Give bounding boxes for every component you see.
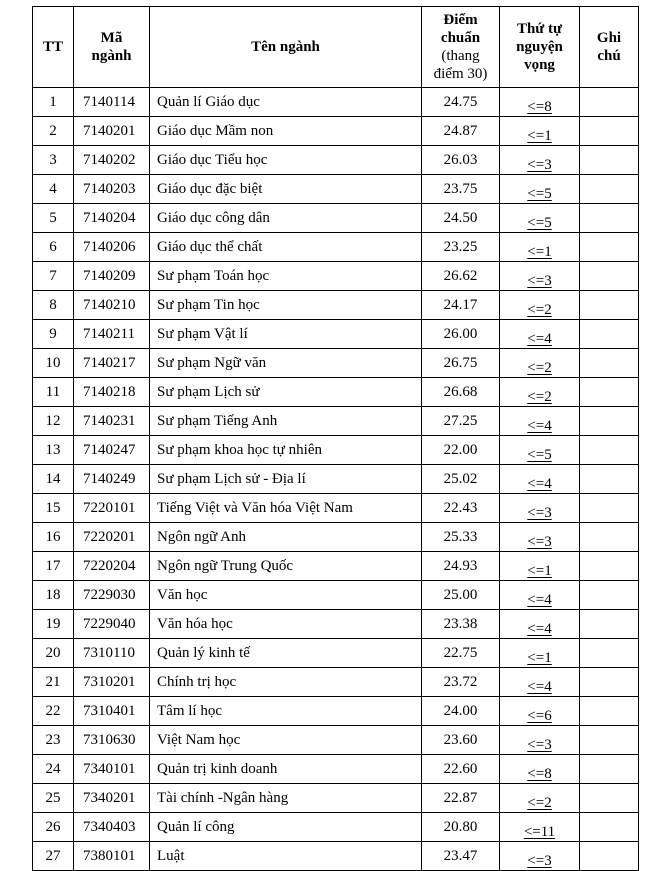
row-thu-tu-nguyen-vong: <=4 — [500, 407, 580, 436]
table-row — [33, 117, 639, 146]
row-ten-nganh: Giáo dục thể chất — [150, 233, 422, 262]
row-ma-nganh: 7340101 — [74, 755, 150, 784]
row-diem-chuan: 26.75 — [422, 349, 500, 378]
row-thu-tu-nguyen-vong: <=5 — [500, 204, 580, 233]
row-diem-chuan: 24.75 — [422, 88, 500, 117]
row-ma-nganh: 7140206 — [74, 233, 150, 262]
row-ten-nganh: Ngôn ngữ Trung Quốc — [150, 552, 422, 581]
row-ten-nganh: Quản lí công — [150, 813, 422, 842]
row-diem-chuan: 27.25 — [422, 407, 500, 436]
table-row — [33, 697, 639, 726]
row-ghi-chu — [580, 552, 639, 581]
table-row — [33, 88, 639, 117]
row-diem-chuan: 22.00 — [422, 436, 500, 465]
row-ten-nganh: Sư phạm Tin học — [150, 291, 422, 320]
row-diem-chuan: 26.62 — [422, 262, 500, 291]
row-diem-chuan: 23.72 — [422, 668, 500, 697]
row-tt: 12 — [33, 407, 74, 436]
table-row — [33, 523, 639, 552]
row-tt: 26 — [33, 813, 74, 842]
row-thu-tu-nguyen-vong: <=3 — [500, 842, 580, 871]
row-ten-nganh: Sư phạm Vật lí — [150, 320, 422, 349]
row-ten-nganh: Quản trị kinh doanh — [150, 755, 422, 784]
row-tt: 5 — [33, 204, 74, 233]
row-ghi-chu — [580, 233, 639, 262]
row-ma-nganh: 7310630 — [74, 726, 150, 755]
table-row — [33, 291, 639, 320]
row-ten-nganh: Giáo dục Mầm non — [150, 117, 422, 146]
row-diem-chuan: 23.47 — [422, 842, 500, 871]
row-ma-nganh: 7140218 — [74, 378, 150, 407]
row-ghi-chu — [580, 175, 639, 204]
header-ma-nganh: Mã ngành — [74, 7, 150, 88]
row-diem-chuan: 22.43 — [422, 494, 500, 523]
row-diem-chuan: 24.00 — [422, 697, 500, 726]
row-ma-nganh: 7220204 — [74, 552, 150, 581]
row-ghi-chu — [580, 523, 639, 552]
header-row — [33, 7, 639, 88]
table-row — [33, 726, 639, 755]
table-row — [33, 494, 639, 523]
row-tt: 15 — [33, 494, 74, 523]
row-ma-nganh: 7380101 — [74, 842, 150, 871]
row-diem-chuan: 22.60 — [422, 755, 500, 784]
table-row — [33, 465, 639, 494]
row-ten-nganh: Tiếng Việt và Văn hóa Việt Nam — [150, 494, 422, 523]
row-ma-nganh: 7140217 — [74, 349, 150, 378]
row-thu-tu-nguyen-vong: <=8 — [500, 755, 580, 784]
row-ma-nganh: 7310110 — [74, 639, 150, 668]
row-ghi-chu — [580, 726, 639, 755]
row-thu-tu-nguyen-vong: <=3 — [500, 494, 580, 523]
row-ghi-chu — [580, 407, 639, 436]
row-thu-tu-nguyen-vong: <=3 — [500, 262, 580, 291]
row-tt: 23 — [33, 726, 74, 755]
table-row — [33, 378, 639, 407]
table-row — [33, 755, 639, 784]
row-thu-tu-nguyen-vong: <=3 — [500, 523, 580, 552]
row-thu-tu-nguyen-vong: <=4 — [500, 610, 580, 639]
table-row — [33, 668, 639, 697]
row-diem-chuan: 26.03 — [422, 146, 500, 175]
row-diem-chuan: 24.93 — [422, 552, 500, 581]
row-ten-nganh: Tài chính -Ngân hàng — [150, 784, 422, 813]
row-ten-nganh: Văn hóa học — [150, 610, 422, 639]
row-ma-nganh: 7140249 — [74, 465, 150, 494]
row-thu-tu-nguyen-vong: <=4 — [500, 320, 580, 349]
row-thu-tu-nguyen-vong: <=8 — [500, 88, 580, 117]
row-ma-nganh: 7140247 — [74, 436, 150, 465]
row-ghi-chu — [580, 146, 639, 175]
table-row — [33, 407, 639, 436]
header-ghi-chu: Ghi chú — [580, 7, 639, 88]
table-row — [33, 175, 639, 204]
row-diem-chuan: 24.50 — [422, 204, 500, 233]
row-ma-nganh: 7140204 — [74, 204, 150, 233]
row-thu-tu-nguyen-vong: <=4 — [500, 465, 580, 494]
row-tt: 21 — [33, 668, 74, 697]
table-row — [33, 320, 639, 349]
row-tt: 18 — [33, 581, 74, 610]
row-diem-chuan: 22.87 — [422, 784, 500, 813]
row-tt: 8 — [33, 291, 74, 320]
row-diem-chuan: 20.80 — [422, 813, 500, 842]
row-tt: 25 — [33, 784, 74, 813]
row-tt: 4 — [33, 175, 74, 204]
header-ten-nganh: Tên ngành — [150, 7, 422, 88]
row-thu-tu-nguyen-vong: <=6 — [500, 697, 580, 726]
row-tt: 2 — [33, 117, 74, 146]
row-thu-tu-nguyen-vong: <=2 — [500, 378, 580, 407]
row-diem-chuan: 26.00 — [422, 320, 500, 349]
row-ghi-chu — [580, 581, 639, 610]
table-row — [33, 552, 639, 581]
row-diem-chuan: 25.33 — [422, 523, 500, 552]
table-row — [33, 581, 639, 610]
row-ten-nganh: Chính trị học — [150, 668, 422, 697]
table-row — [33, 146, 639, 175]
row-tt: 6 — [33, 233, 74, 262]
row-ma-nganh: 7140211 — [74, 320, 150, 349]
row-ten-nganh: Việt Nam học — [150, 726, 422, 755]
admission-score-table — [32, 6, 639, 871]
row-tt: 27 — [33, 842, 74, 871]
table-body — [33, 88, 639, 871]
row-ghi-chu — [580, 88, 639, 117]
row-tt: 17 — [33, 552, 74, 581]
header-tt: TT — [33, 7, 74, 88]
row-ghi-chu — [580, 291, 639, 320]
row-tt: 19 — [33, 610, 74, 639]
row-ten-nganh: Sư phạm Ngữ văn — [150, 349, 422, 378]
row-ten-nganh: Quản lí Giáo dục — [150, 88, 422, 117]
row-thu-tu-nguyen-vong: <=11 — [500, 813, 580, 842]
row-ma-nganh: 7140203 — [74, 175, 150, 204]
table-row — [33, 639, 639, 668]
row-ghi-chu — [580, 378, 639, 407]
row-diem-chuan: 24.87 — [422, 117, 500, 146]
row-ten-nganh: Giáo dục đặc biệt — [150, 175, 422, 204]
row-ma-nganh: 7229040 — [74, 610, 150, 639]
row-thu-tu-nguyen-vong: <=1 — [500, 233, 580, 262]
row-tt: 20 — [33, 639, 74, 668]
row-thu-tu-nguyen-vong: <=2 — [500, 784, 580, 813]
row-ghi-chu — [580, 784, 639, 813]
row-ma-nganh: 7140210 — [74, 291, 150, 320]
table-row — [33, 784, 639, 813]
row-ghi-chu — [580, 668, 639, 697]
row-ten-nganh: Luật — [150, 842, 422, 871]
row-ma-nganh: 7140231 — [74, 407, 150, 436]
row-ghi-chu — [580, 639, 639, 668]
row-ghi-chu — [580, 697, 639, 726]
row-diem-chuan: 23.75 — [422, 175, 500, 204]
table-row — [33, 842, 639, 871]
row-ma-nganh: 7220201 — [74, 523, 150, 552]
row-tt: 9 — [33, 320, 74, 349]
row-ghi-chu — [580, 494, 639, 523]
row-thu-tu-nguyen-vong: <=2 — [500, 349, 580, 378]
row-diem-chuan: 24.17 — [422, 291, 500, 320]
row-diem-chuan: 23.25 — [422, 233, 500, 262]
row-ma-nganh: 7310201 — [74, 668, 150, 697]
row-ghi-chu — [580, 842, 639, 871]
row-tt: 10 — [33, 349, 74, 378]
row-thu-tu-nguyen-vong: <=5 — [500, 436, 580, 465]
row-tt: 3 — [33, 146, 74, 175]
row-thu-tu-nguyen-vong: <=2 — [500, 291, 580, 320]
row-tt: 11 — [33, 378, 74, 407]
table-row — [33, 204, 639, 233]
table-row — [33, 610, 639, 639]
row-ten-nganh: Giáo dục Tiểu học — [150, 146, 422, 175]
row-tt: 14 — [33, 465, 74, 494]
row-ghi-chu — [580, 436, 639, 465]
row-ma-nganh: 7340403 — [74, 813, 150, 842]
row-ghi-chu — [580, 610, 639, 639]
header-thu-tu-nguyen-vong: Thứ tự nguyện vọng — [500, 7, 580, 88]
row-tt: 22 — [33, 697, 74, 726]
row-ten-nganh: Quản lý kinh tế — [150, 639, 422, 668]
row-ghi-chu — [580, 262, 639, 291]
row-diem-chuan: 22.75 — [422, 639, 500, 668]
row-thu-tu-nguyen-vong: <=4 — [500, 668, 580, 697]
row-ten-nganh: Ngôn ngữ Anh — [150, 523, 422, 552]
table-row — [33, 262, 639, 291]
row-tt: 16 — [33, 523, 74, 552]
row-thu-tu-nguyen-vong: <=4 — [500, 581, 580, 610]
row-ten-nganh: Văn học — [150, 581, 422, 610]
row-ghi-chu — [580, 813, 639, 842]
row-thu-tu-nguyen-vong: <=1 — [500, 639, 580, 668]
row-thu-tu-nguyen-vong: <=5 — [500, 175, 580, 204]
header-diem-chuan: Điểm chuẩn (thang điểm 30) — [422, 7, 500, 88]
row-diem-chuan: 25.00 — [422, 581, 500, 610]
row-thu-tu-nguyen-vong: <=3 — [500, 726, 580, 755]
row-ghi-chu — [580, 755, 639, 784]
row-ten-nganh: Sư phạm Toán học — [150, 262, 422, 291]
row-ma-nganh: 7140209 — [74, 262, 150, 291]
row-thu-tu-nguyen-vong: <=3 — [500, 146, 580, 175]
row-ghi-chu — [580, 320, 639, 349]
row-thu-tu-nguyen-vong: <=1 — [500, 117, 580, 146]
row-ghi-chu — [580, 117, 639, 146]
row-ma-nganh: 7229030 — [74, 581, 150, 610]
row-diem-chuan: 23.60 — [422, 726, 500, 755]
row-ten-nganh: Sư phạm Lịch sử — [150, 378, 422, 407]
row-ma-nganh: 7220101 — [74, 494, 150, 523]
table-row — [33, 813, 639, 842]
row-ma-nganh: 7340201 — [74, 784, 150, 813]
row-tt: 24 — [33, 755, 74, 784]
row-ten-nganh: Sư phạm Tiếng Anh — [150, 407, 422, 436]
row-ma-nganh: 7140202 — [74, 146, 150, 175]
row-ten-nganh: Sư phạm khoa học tự nhiên — [150, 436, 422, 465]
row-tt: 7 — [33, 262, 74, 291]
row-ten-nganh: Giáo dục công dân — [150, 204, 422, 233]
table-row — [33, 436, 639, 465]
table-row — [33, 233, 639, 262]
row-ghi-chu — [580, 349, 639, 378]
row-ma-nganh: 7140114 — [74, 88, 150, 117]
table-row — [33, 349, 639, 378]
row-diem-chuan: 25.02 — [422, 465, 500, 494]
row-tt: 13 — [33, 436, 74, 465]
row-diem-chuan: 23.38 — [422, 610, 500, 639]
row-ma-nganh: 7310401 — [74, 697, 150, 726]
row-ten-nganh: Sư phạm Lịch sử - Địa lí — [150, 465, 422, 494]
row-tt: 1 — [33, 88, 74, 117]
row-thu-tu-nguyen-vong: <=1 — [500, 552, 580, 581]
row-ghi-chu — [580, 465, 639, 494]
row-ma-nganh: 7140201 — [74, 117, 150, 146]
row-ghi-chu — [580, 204, 639, 233]
row-diem-chuan: 26.68 — [422, 378, 500, 407]
row-ten-nganh: Tâm lí học — [150, 697, 422, 726]
